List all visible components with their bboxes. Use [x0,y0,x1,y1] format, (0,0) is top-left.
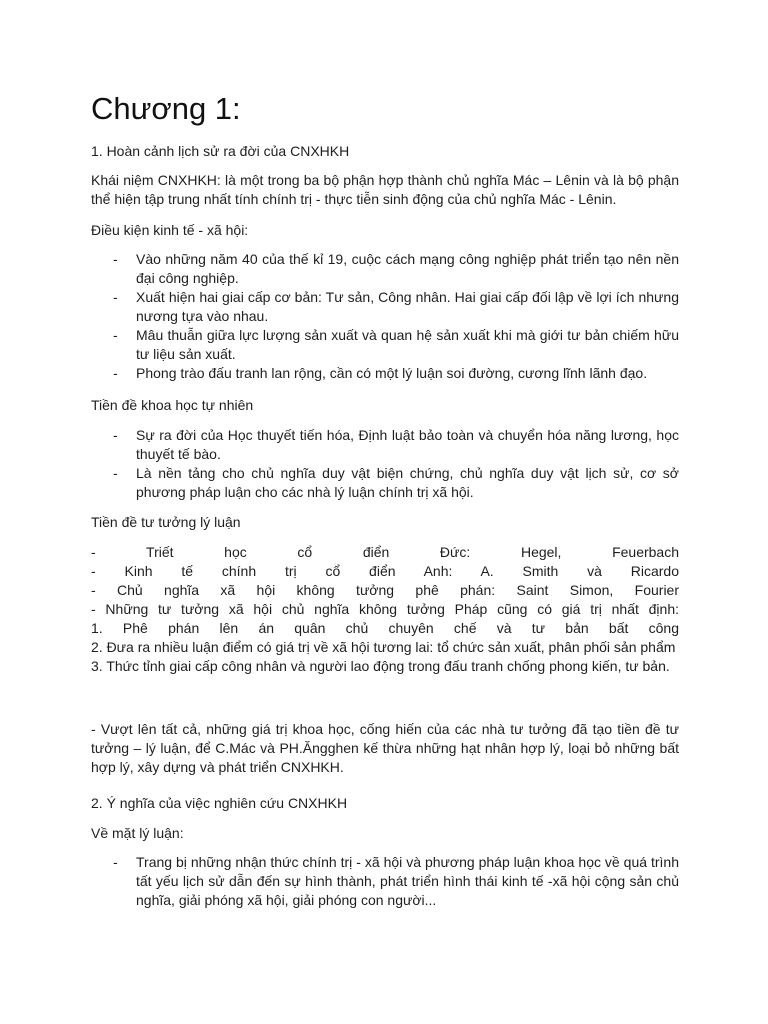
theory-line: - Triết học cổ điển Đức: Hegel, Feuerbach [91,544,679,560]
concept-paragraph: Khái niệm CNXHKH: là một trong ba bộ phận hợp thành chủ nghĩa Mác – Lênin và là bộ phận thể hiện tập trung nhất tính chính trị - thực tiễn sinh động của chủ nghĩa Mác - Lênin. [91,172,679,207]
list-item: - Trang bị những nhận thức chính trị - xã hội và phương pháp luận khoa học về quá trình tất yếu lịch sử dẫn đến sự hình thành, phát triển hình thái kinh tế -xã hội cộng sản chủ nghĩa, giải phóng xã hội, giải phóng con người... [91,853,679,910]
theory-point-2: 2. Đưa ra nhiều luận điểm có giá trị về xã hội tương lai: tổ chức sản xuất, phân phối sản phẩm [91,639,676,655]
section-2-heading: 2. Ý nghĩa của việc nghiên cứu CNXHKH [91,795,348,811]
science-heading: Tiền đề khoa học tự nhiên [91,397,254,413]
summary-paragraph: - Vượt lên tất cả, những giá trị khoa học, cống hiến của các nhà tư tưởng đã tạo tiền đề tư tưởng – lý luận, để C.Mác và PH.Ăngghen kế thừa những hạt nhân hợp lý, loại bỏ những bất hợp lý, xây dựng và phát triển CNXHKH. [91,721,679,775]
theory-meaning-list [91,853,679,910]
econ-list [91,250,679,383]
theory-heading: Tiền đề tư tưởng lý luận [91,514,241,530]
list-item: - Xuất hiện hai giai cấp cơ bản: Tư sản, Công nhân. Hai giai cấp đối lập về lợi ích nhưng nương tựa vào nhau. [91,288,679,326]
theory-meaning-heading: Về mặt lý luận: [91,825,184,841]
theory-line: - Những tư tưởng xã hội chủ nghĩa không tưởng Pháp cũng có giá trị nhất định: [91,601,679,617]
list-item: - Vào những năm 40 của thế kỉ 19, cuộc cách mạng công nghiệp phát triển tạo nên nền đại công nghiệp. [91,250,679,288]
list-item: - Là nền tảng cho chủ nghĩa duy vật biện chứng, chủ nghĩa duy vật lịch sử, cơ sở phương pháp luận cho các nhà lý luận chính trị xã hội. [91,464,679,502]
theory-line: 1. Phê phán lên án quân chủ chuyên chế và tư bản bất công [91,620,679,636]
science-list [91,426,679,502]
theory-lines [91,543,679,676]
econ-heading: Điều kiện kinh tế - xã hội: [91,222,249,238]
list-item: - Mâu thuẫn giữa lực lượng sản xuất và quan hệ sản xuất khi mà giới tư bản chiếm hữu tư liệu sản xuất. [91,326,679,364]
theory-line: - Chủ nghĩa xã hội không tưởng phê phán: Saint Simon, Fourier [91,582,679,598]
theory-point-3: 3. Thức tỉnh giai cấp công nhân và người lao động trong đấu tranh chống phong kiến, tư bản. [91,658,670,674]
chapter-title: Chương 1: [91,91,241,126]
theory-line: - Kinh tế chính trị cổ điển Anh: A. Smith và Ricardo [91,563,679,579]
list-item: - Sự ra đời của Học thuyết tiến hóa, Định luật bảo toàn và chuyển hóa năng lương, học thuyết tế bào. [91,426,679,464]
list-item: - Phong trào đấu tranh lan rộng, cần có một lý luận soi đường, cương lĩnh lãnh đạo. [91,364,679,383]
section-1-heading: 1. Hoàn cảnh lịch sử ra đời của CNXHKH [91,143,350,159]
